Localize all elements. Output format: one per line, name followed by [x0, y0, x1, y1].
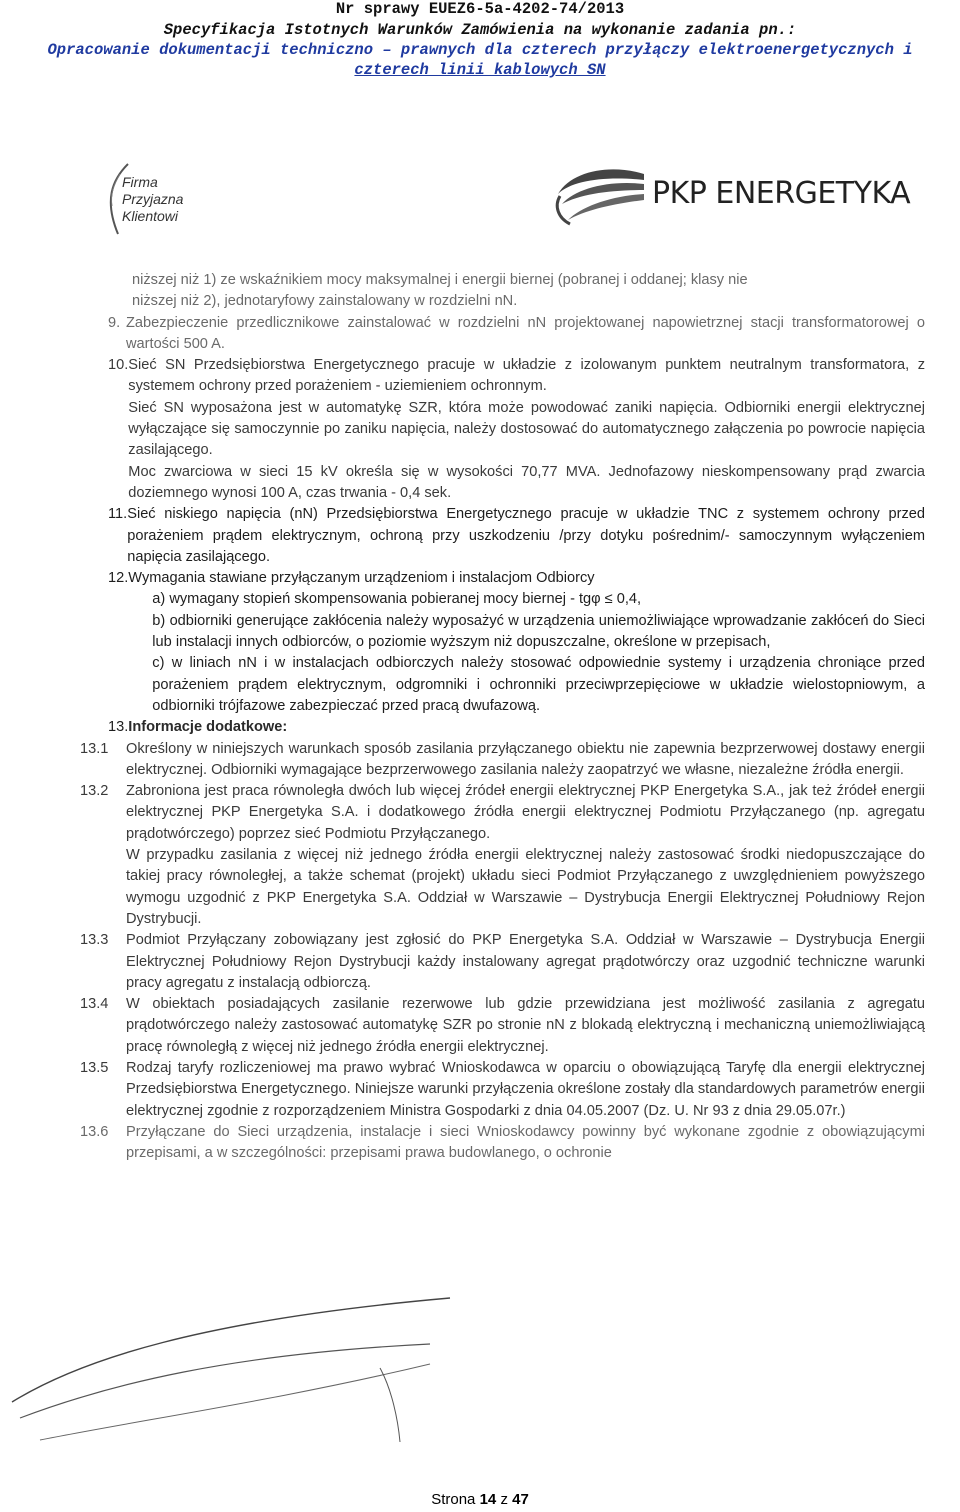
- item-10: [80, 355, 925, 504]
- logo-left-line-1: Firma: [122, 174, 158, 190]
- item-11-number: 11.: [108, 506, 128, 523]
- para-meter-b: niższej niż 2), jednotaryfowy zainstalowany w rozdzielni nN.: [132, 293, 518, 310]
- handwritten-signature: [0, 1290, 460, 1450]
- pkp-energetyka-wordmark: PKP ENERGETYKA: [652, 176, 911, 211]
- page-counter: [0, 1491, 960, 1508]
- item-13-heading: Informacje dodatkowe:: [128, 719, 288, 736]
- item-13-3-text: Podmiot Przyłączany zobowiązany jest zgłosić do PKP Energetyka S.A. Oddział w Warszawie – Dystrybucja Energii Elektrycznej Południowy Rejon Dystrybucji każdy instalowany agregat prądotwórczy oraz uzgodnić techniczne warunki pracy agregatu z instalacją odbiorczą.: [126, 932, 925, 991]
- item-13-number: 13.: [108, 719, 129, 736]
- item-10-text-b: Sieć SN wyposażona jest w automatykę SZR, która może powodować zaniki napięcia. Odbiorniki energii elektrycznej wyłączające się samoczynnie po zaniku napięcia, należy dostosować do automatycznego załączenia po powrocie napięcia zasilającego.: [128, 399, 925, 459]
- item-13-1-text: Określony w niniejszych warunkach sposób zasilania przyłączanego obiektu nie zapewnia bezprzerwowej dostawy energii elektrycznej. Odbiorniki wymagające bezprzerwowego zasilania należy zaopatrzyć we własne, niezależne źródła energii.: [126, 740, 925, 778]
- item-10-text-a: Sieć SN Przedsiębiorstwa Energetycznego pracuje w układzie z izolowanym punktem neutralnym transformatora, z systemem ochrony przed porażeniem - uziemieniem ochronnym.: [128, 357, 925, 395]
- item-12-b: b) odbiorniki generujące zakłócenia należy wyposażyć w urządzenia uniemożliwiające wprowadzanie zakłóceń do Sieci lub instalacji innych odbiorców, o poziomie wyższym niż dopuszczalne, określone w przepisach,: [152, 612, 925, 651]
- page-separator: z: [500, 1491, 508, 1508]
- item-9: [80, 313, 925, 356]
- case-number: Nr sprawy EUEZ6-5a-4202-74/2013: [335, 0, 625, 18]
- item-13-2-number: 13.2: [80, 783, 109, 800]
- current-page: 14: [479, 1491, 497, 1508]
- item-11: [80, 504, 925, 568]
- logo-left-line-2: Przyjazna: [122, 191, 184, 207]
- item-13-6-text: Przyłączane do Sieci urządzenia, instalacje i sieci Wnioskodawcy powinny być wykonane zgodnie z obowiązującymi przepisami, a w szczególności: przepisami prawa budowlanego, o ochronie: [126, 1123, 925, 1162]
- item-10-number: 10.: [108, 357, 129, 374]
- item-13: [80, 717, 925, 738]
- item-9-text: Zabezpieczenie przedlicznikowe zainstalować w rozdzielni nN projektowanej napowietrznej stacji transformatorowej o wartości 500 A.: [126, 314, 925, 352]
- item-12-a: a) wymagany stopień skompensowania pobieranej mocy biernej - tgφ ≤ 0,4,: [152, 591, 642, 608]
- logo-left-line-3: Klientowi: [122, 208, 179, 224]
- item-12-heading: Wymagania stawiane przyłączanym urządzeniom i instalacjom Odbiorcy: [128, 570, 595, 587]
- item-12-number: 12.: [108, 570, 129, 587]
- friendly-company-text: [122, 174, 212, 225]
- item-13-3-number: 13.3: [80, 932, 109, 949]
- task-title: Opracowanie dokumentacji techniczno – prawnych dla czterech przyłączy elektroenergetycznych i: [47, 41, 913, 59]
- item-13-4: [80, 994, 925, 1058]
- item-11-text: Sieć niskiego napięcia (nN) Przedsiębiorstwa Energetycznego pracuje w układzie TNC z systemem ochrony przed porażeniem prądem elektrycznym, ochroną przy uszkodzeniu /przy dotyku pośrednim/- samoczynnym wyłączeniem napięcia zasilającego.: [127, 506, 925, 565]
- page-label: Strona: [431, 1491, 476, 1508]
- scanned-page-body: [80, 270, 925, 1164]
- spec-title: Specyfikacja Istotnych Warunków Zamówienia na wykonanie zadania pn.:: [163, 21, 797, 39]
- item-12-c: c) w liniach nN i w instalacjach odbiorczych należy stosować odpowiednie systemy i urządzenia chroniące przed porażeniem prądem elektrycznym, odgromniki i ochronniki przeciwprzepięciowe w układzie wielostopniowym, a odbiorniki trójfazowe zabezpieczać przed pracą dwufazową.: [152, 655, 925, 714]
- item-12: [80, 568, 925, 717]
- item-13-5-text: Rodzaj taryfy rozliczeniowej ma prawo wybrać Wnioskodawca w oparciu o obowiązującą Taryfę dla energii elektrycznej Przedsiębiorstwa Energetycznego. Niniejsze warunki przyłączenia określone zostały dla standardowych parametrów energii elektrycznej zgodnie z rozporządzeniem Ministra Gospodarki z dnia 04.05.2007 (Dz. U. Nr 93 z dnia 29.05.07r.): [126, 1059, 925, 1119]
- item-13-2-text-a: Zabroniona jest praca równoległa dwóch lub więcej źródeł energii elektrycznej PKP Energetyka S.A., jak też źródeł energii elektrycznej PKP Energetyka S.A. i dodatkowego źródła energii elektrycznej Podmiotu Przyłączanego (np. agregatu prądotwórczego) poprzez sieć Podmiotu Przyłączanego.: [126, 783, 925, 842]
- para-meter-a: niższej niż 1) ze wskaźnikiem mocy maksymalnej i energii biernej (pobranej i oddanej; klasy nie: [132, 272, 748, 288]
- item-13-1-number: 13.1: [80, 740, 109, 757]
- item-13-6-number: 13.6: [80, 1123, 109, 1140]
- item-13-5: [80, 1058, 925, 1122]
- item-13-5-number: 13.5: [80, 1059, 109, 1076]
- item-13-2: [80, 781, 925, 930]
- item-10-text-c: Moc zwarciowa w sieci 15 kV określa się w wysokości 70,77 MVA. Jednofazowy nieskompensowany prąd zwarcia doziemnego wynosi 100 A, czas trwania - 0,4 sek.: [128, 463, 925, 501]
- item-13-4-text: W obiektach posiadających zasilanie rezerwowe lub gdzie przewidziana jest możliwość zasilania z agregatu prądotwórczego należy zastosować automatykę SZR po stronie nN z blokadą elektryczną i mechaniczną uniemożliwiającą pracę równoległą z więcej niż jednego źródła energii elektrycznej.: [126, 996, 925, 1055]
- item-13-3: [80, 930, 925, 994]
- item-13-1: [80, 739, 925, 782]
- total-pages: 47: [512, 1491, 529, 1508]
- pkp-energetyka-emblem: [552, 160, 652, 230]
- item-13-2-text-b: W przypadku zasilania z więcej niż jednego źródła energii elektrycznej należy zastosować środki niedopuszczające do takiej pracy równoległej, a także schemat (projekt) układu sieci Podmiot Przyłączanego z uwzględnieniem powyższego wymogu uzgodnić z PKP Energetyka S.A. Oddział w Warszawie – Dystrybucja Energii Elektrycznej Południowy Rejon Dystrybucji.: [126, 847, 925, 927]
- item-13-6: [80, 1122, 925, 1165]
- item-9-number: 9.: [108, 314, 121, 331]
- item-13-4-number: 13.4: [80, 996, 109, 1013]
- task-title-cont: czterech linii kablowych SN: [354, 61, 606, 79]
